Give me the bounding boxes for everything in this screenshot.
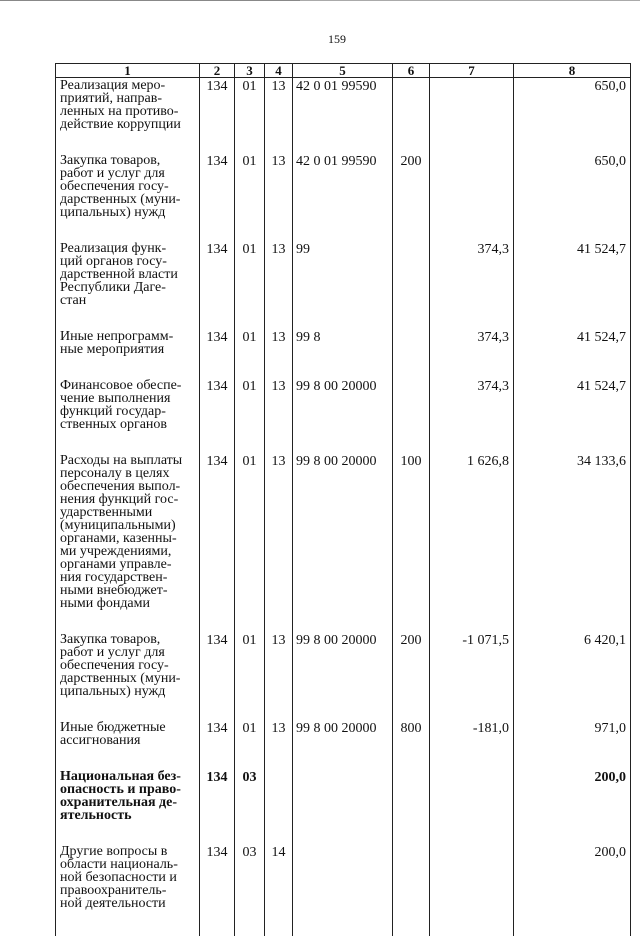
spacer-cell [293,747,393,769]
spacer-cell [430,307,514,329]
spacer-cell [265,747,293,769]
spacer-cell [265,356,293,378]
column-header-2: 2 [200,64,235,78]
column-header-5: 5 [293,64,393,78]
spacer-cell [56,307,200,329]
spacer-cell [293,610,393,632]
row-spacer [56,747,631,769]
row-name-line: приятий, направ- [60,92,196,105]
change-amount-cell: 374,3 [430,378,514,431]
total-amount-cell: 650,0 [514,153,631,219]
subsection-code-cell: 13 [265,720,293,747]
spacer-cell [393,219,430,241]
row-name-line: обеспечения госу- [60,180,196,193]
spacer-cell [393,307,430,329]
table-row [56,378,631,431]
spacer-cell [200,610,235,632]
spacer-cell [293,431,393,453]
total-amount-cell: 200,0 [514,769,631,822]
spacer-cell [393,131,430,153]
target-article-cell: 42 0 01 99590 [293,78,393,132]
spacer-cell [200,131,235,153]
spacer-cell [393,747,430,769]
chapter-code-cell: 134 [200,241,235,307]
chapter-code-cell: 134 [200,378,235,431]
expense-type-cell: 100 [393,453,430,610]
row-name-line: Иные непрограмм- [60,330,196,343]
section-code-cell: 01 [235,241,265,307]
row-name-line: ной деятельности [60,897,196,910]
spacer-cell [200,698,235,720]
row-name-line: дарственной власти [60,268,196,281]
table-row [56,632,631,698]
spacer-cell [514,131,631,153]
subsection-code-cell: 13 [265,153,293,219]
chapter-code-cell: 134 [200,453,235,610]
change-amount-cell: -1 071,5 [430,632,514,698]
target-article-cell [293,844,393,910]
spacer-cell [235,431,265,453]
row-name-line: Реализация меро- [60,79,196,92]
row-name-line: Реализация функ- [60,242,196,255]
chapter-code-cell: 134 [200,329,235,356]
subsection-code-cell: 13 [265,453,293,610]
row-name-line: обеспечения выпол- [60,480,196,493]
spacer-cell [293,822,393,844]
spacer-cell [293,219,393,241]
spacer-cell [293,131,393,153]
spacer-cell [430,747,514,769]
row-name-line: ударственными [60,506,196,519]
spacer-cell [430,910,514,936]
spacer-cell [265,219,293,241]
spacer-cell [200,307,235,329]
row-name-line: работ и услуг для [60,167,196,180]
page-top-rule-right [300,0,640,1]
spacer-cell [56,219,200,241]
row-name-line: функций государ- [60,405,196,418]
row-spacer [56,610,631,632]
chapter-code-cell: 134 [200,720,235,747]
row-name-line: нения функций гос- [60,493,196,506]
spacer-cell [56,698,200,720]
expense-type-cell: 200 [393,153,430,219]
spacer-cell [235,822,265,844]
row-name-line: действие коррупции [60,118,196,131]
row-name-line: стан [60,294,196,307]
row-name-line: опасность и право- [60,783,196,796]
change-amount-cell [430,769,514,822]
expense-type-cell [393,378,430,431]
row-name-line: правоохранитель- [60,884,196,897]
row-name-cell [56,241,200,307]
spacer-cell [200,356,235,378]
spacer-cell [235,610,265,632]
row-name-line: (муниципальными) [60,519,196,532]
spacer-cell [293,910,393,936]
spacer-cell [56,822,200,844]
row-name-line: органами управле- [60,558,196,571]
row-name-line: ные мероприятия [60,343,196,356]
subsection-code-cell [265,769,293,822]
spacer-cell [235,747,265,769]
spacer-cell [265,131,293,153]
spacer-cell [265,610,293,632]
row-name-line: охранительная де- [60,796,196,809]
spacer-cell [265,822,293,844]
row-name-line: дарственных (муни- [60,672,196,685]
spacer-cell [56,747,200,769]
column-header-4: 4 [265,64,293,78]
chapter-code-cell: 134 [200,632,235,698]
spacer-cell [235,356,265,378]
row-name-cell [56,153,200,219]
spacer-cell [200,747,235,769]
chapter-code-cell: 134 [200,844,235,910]
row-name-line: Республики Даге- [60,281,196,294]
spacer-cell [430,356,514,378]
spacer-cell [393,356,430,378]
spacer-cell [393,910,430,936]
row-name-line: ленных на противо- [60,105,196,118]
row-name-cell [56,378,200,431]
row-name-line: Финансовое обеспе- [60,379,196,392]
section-code-cell: 01 [235,329,265,356]
spacer-cell [235,698,265,720]
row-name-line: ций органов госу- [60,255,196,268]
change-amount-cell: 374,3 [430,329,514,356]
row-spacer [56,131,631,153]
spacer-cell [56,910,200,936]
row-spacer [56,910,631,936]
spacer-cell [235,219,265,241]
spacer-cell [56,356,200,378]
row-name-line: Иные бюджетные [60,721,196,734]
total-amount-cell: 971,0 [514,720,631,747]
section-code-cell: 03 [235,844,265,910]
spacer-cell [514,307,631,329]
row-name-line: Расходы на выплаты [60,454,196,467]
spacer-cell [56,131,200,153]
target-article-cell: 99 8 [293,329,393,356]
table-row [56,329,631,356]
change-amount-cell: 374,3 [430,241,514,307]
subsection-code-cell: 14 [265,844,293,910]
chapter-code-cell: 134 [200,153,235,219]
row-name-line: Закупка товаров, [60,154,196,167]
spacer-cell [235,910,265,936]
section-code-cell: 01 [235,453,265,610]
row-name-line: ственных органов [60,418,196,431]
row-name-cell [56,720,200,747]
table-row [56,844,631,910]
spacer-cell [514,822,631,844]
spacer-cell [393,822,430,844]
row-name-cell [56,632,200,698]
target-article-cell: 99 8 00 20000 [293,632,393,698]
row-name-cell [56,329,200,356]
spacer-cell [514,698,631,720]
expense-type-cell [393,329,430,356]
row-name-line: ятельность [60,809,196,822]
subsection-code-cell: 13 [265,241,293,307]
section-code-cell: 01 [235,720,265,747]
change-amount-cell: 1 626,8 [430,453,514,610]
page-number: 159 [0,32,640,47]
row-name-line: ассигнования [60,734,196,747]
spacer-cell [265,431,293,453]
row-name-line: чение выполнения [60,392,196,405]
target-article-cell: 99 8 00 20000 [293,378,393,431]
table-row [56,153,631,219]
expense-type-cell: 800 [393,720,430,747]
row-name-line: области националь- [60,858,196,871]
expense-type-cell: 200 [393,632,430,698]
target-article-cell: 99 8 00 20000 [293,453,393,610]
table-row [56,78,631,132]
spacer-cell [514,356,631,378]
spacer-cell [265,910,293,936]
row-name-line: ной безопасности и [60,871,196,884]
spacer-cell [56,610,200,632]
change-amount-cell [430,844,514,910]
row-name-line: органами, казенны- [60,532,196,545]
row-name-line: Национальная без- [60,770,196,783]
row-name-line: Другие вопросы в [60,845,196,858]
spacer-cell [430,131,514,153]
expense-type-cell [393,78,430,132]
section-code-cell: 01 [235,78,265,132]
spacer-cell [514,747,631,769]
change-amount-cell [430,78,514,132]
total-amount-cell: 650,0 [514,78,631,132]
subsection-code-cell: 13 [265,329,293,356]
spacer-cell [293,307,393,329]
row-name-line: Закупка товаров, [60,633,196,646]
row-name-cell [56,769,200,822]
row-name-line: обеспечения госу- [60,659,196,672]
row-name-line: ными внебюджет- [60,584,196,597]
spacer-cell [200,431,235,453]
row-name-cell [56,453,200,610]
row-name-line: персоналу в целях [60,467,196,480]
spacer-cell [265,698,293,720]
row-spacer [56,822,631,844]
column-header-6: 6 [393,64,430,78]
chapter-code-cell: 134 [200,78,235,132]
section-code-cell: 03 [235,769,265,822]
column-header-8: 8 [514,64,631,78]
column-header-3: 3 [235,64,265,78]
spacer-cell [200,910,235,936]
row-name-line: дарственных (муни- [60,193,196,206]
column-header-1: 1 [56,64,200,78]
spacer-cell [265,307,293,329]
row-spacer [56,219,631,241]
row-name-line: ципальных) нужд [60,206,196,219]
section-code-cell: 01 [235,632,265,698]
table-row [56,453,631,610]
subsection-code-cell: 13 [265,632,293,698]
target-article-cell: 99 8 00 20000 [293,720,393,747]
spacer-cell [514,219,631,241]
spacer-cell [514,431,631,453]
section-code-cell: 01 [235,153,265,219]
table-row [56,720,631,747]
spacer-cell [393,431,430,453]
target-article-cell [293,769,393,822]
total-amount-cell: 41 524,7 [514,329,631,356]
total-amount-cell: 41 524,7 [514,241,631,307]
spacer-cell [393,698,430,720]
table-body [56,78,631,936]
chapter-code-cell: 134 [200,769,235,822]
target-article-cell: 99 [293,241,393,307]
spacer-cell [293,698,393,720]
row-name-line: работ и услуг для [60,646,196,659]
expense-type-cell [393,241,430,307]
total-amount-cell: 6 420,1 [514,632,631,698]
row-name-cell [56,78,200,132]
spacer-cell [430,698,514,720]
row-spacer [56,431,631,453]
row-spacer [56,307,631,329]
spacer-cell [200,822,235,844]
spacer-cell [393,610,430,632]
section-code-cell: 01 [235,378,265,431]
subsection-code-cell: 13 [265,78,293,132]
budget-table [55,63,631,936]
spacer-cell [430,610,514,632]
change-amount-cell [430,153,514,219]
spacer-cell [430,219,514,241]
row-spacer [56,698,631,720]
spacer-cell [430,431,514,453]
row-name-line: ными фондами [60,597,196,610]
spacer-cell [514,910,631,936]
column-header-7: 7 [430,64,514,78]
total-amount-cell: 34 133,6 [514,453,631,610]
expense-type-cell [393,769,430,822]
total-amount-cell: 200,0 [514,844,631,910]
spacer-cell [235,131,265,153]
spacer-cell [56,431,200,453]
row-name-line: ципальных) нужд [60,685,196,698]
change-amount-cell: -181,0 [430,720,514,747]
row-name-line: ния государствен- [60,571,196,584]
subsection-code-cell: 13 [265,378,293,431]
row-name-cell [56,844,200,910]
spacer-cell [430,822,514,844]
spacer-cell [200,219,235,241]
table-row [56,241,631,307]
row-name-line: ми учреждениями, [60,545,196,558]
row-spacer [56,356,631,378]
total-amount-cell: 41 524,7 [514,378,631,431]
spacer-cell [293,356,393,378]
spacer-cell [235,307,265,329]
table-header-row [56,64,631,78]
spacer-cell [514,610,631,632]
table-row [56,769,631,822]
target-article-cell: 42 0 01 99590 [293,153,393,219]
expense-type-cell [393,844,430,910]
